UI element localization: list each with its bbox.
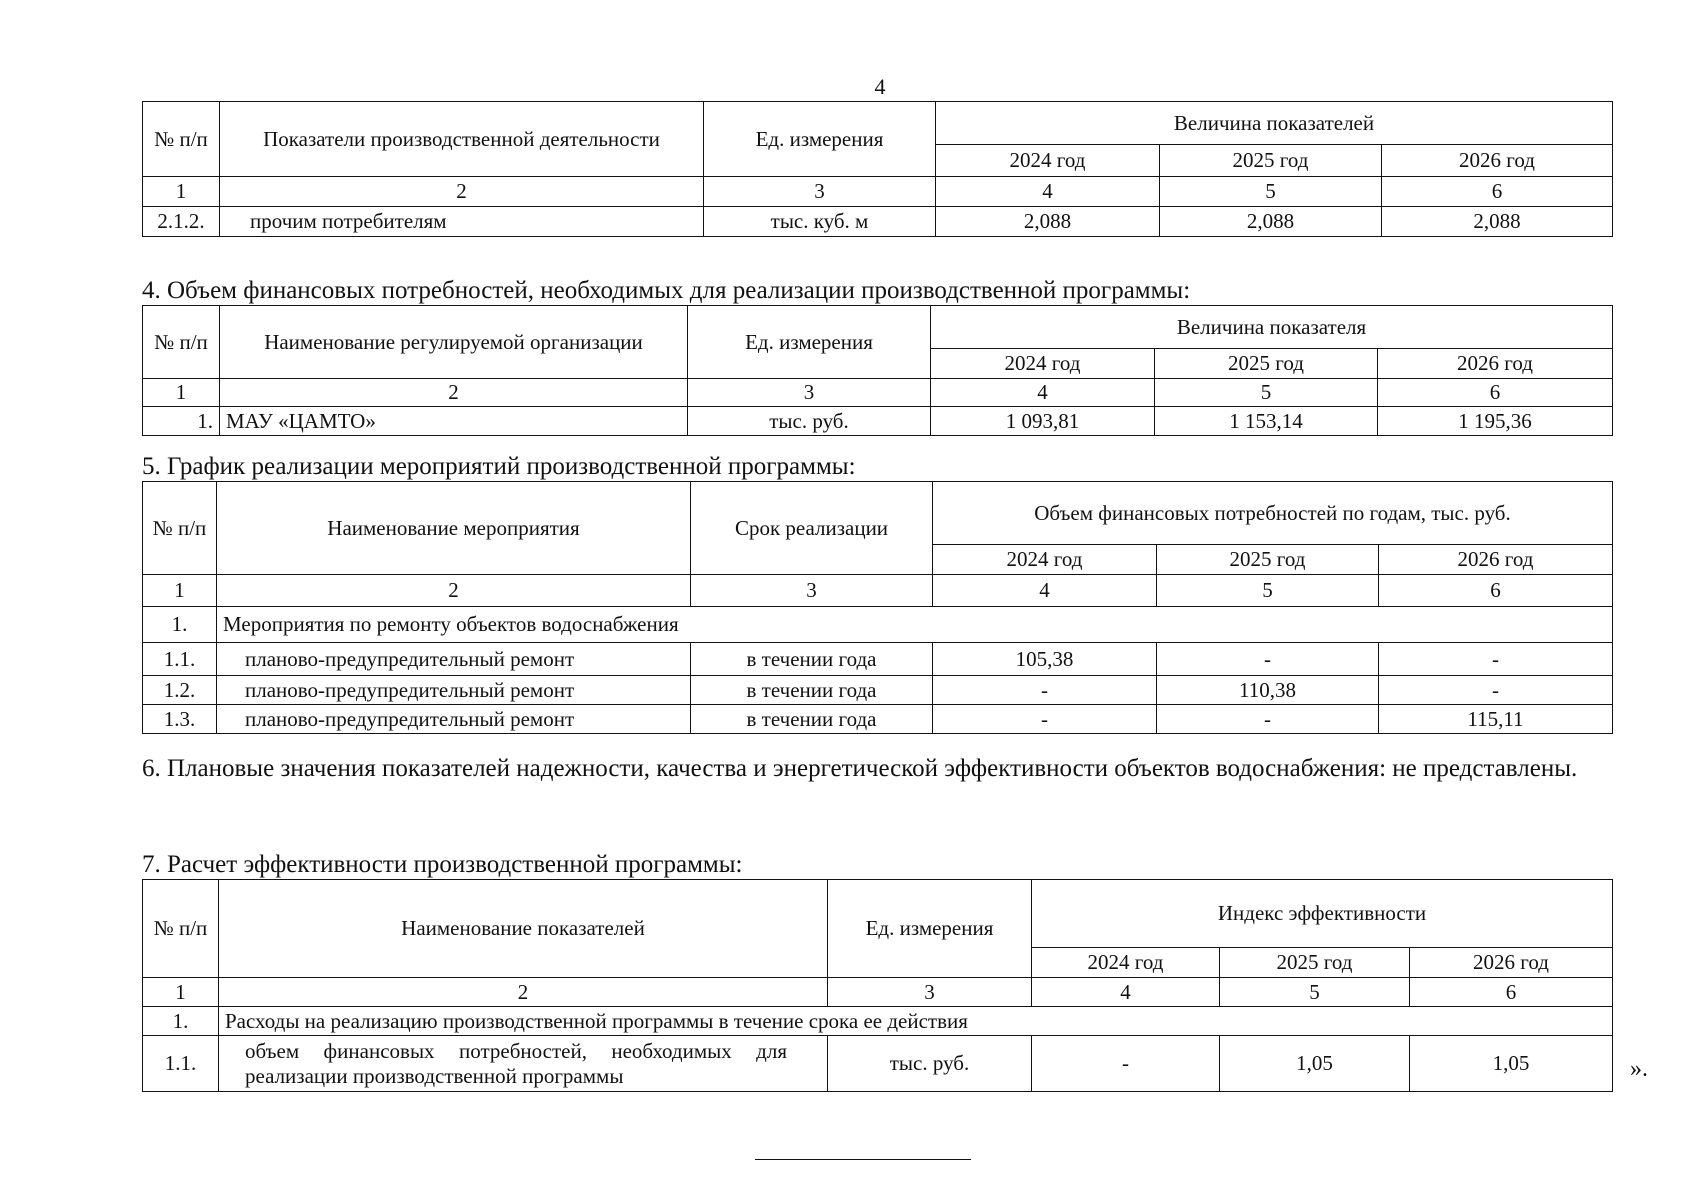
header-num: № п/п [143, 880, 219, 978]
row-value-2025: 110,38 [1157, 676, 1379, 705]
colnum-cell: 2 [219, 978, 828, 1007]
section-5-title: 5. График реализации мероприятий производственной программы: [142, 453, 856, 480]
group-row [143, 607, 1613, 643]
header-year-2026: 2026 год [1410, 948, 1613, 978]
row-value-2026: - [1379, 676, 1613, 705]
row-term: в течении года [691, 705, 933, 734]
colnum-cell: 6 [1379, 575, 1613, 607]
production-indicators-table [142, 101, 1613, 237]
colnum-cell: 6 [1378, 379, 1613, 407]
colnum-cell: 3 [688, 379, 931, 407]
row-value-2025: - [1157, 705, 1379, 734]
column-number-row [143, 379, 1613, 407]
group-name: Мероприятия по ремонту объектов водоснабжения [217, 607, 1613, 643]
header-year-2024: 2024 год [933, 545, 1157, 575]
row-num: 1.1. [143, 1036, 219, 1092]
header-finance-group: Объем финансовых потребностей по годам, тыс. руб. [933, 482, 1613, 545]
colnum-cell: 1 [143, 978, 219, 1007]
colnum-cell: 3 [704, 177, 936, 207]
header-unit: Ед. измерения [704, 102, 936, 177]
table-row [143, 643, 1613, 676]
colnum-cell: 4 [936, 177, 1160, 207]
group-num: 1. [143, 607, 217, 643]
row-activity: планово-предупредительный ремонт [217, 676, 691, 705]
row-activity: планово-предупредительный ремонт [217, 643, 691, 676]
colnum-cell: 1 [143, 379, 220, 407]
header-num: № п/п [143, 306, 220, 379]
efficiency-table [142, 879, 1613, 1092]
row-value-2025: 2,088 [1160, 207, 1382, 237]
colnum-cell: 3 [691, 575, 933, 607]
header-year-2025: 2025 год [1160, 145, 1382, 177]
row-value-2026: 115,11 [1379, 705, 1613, 734]
colnum-cell: 5 [1160, 177, 1382, 207]
footer-rule [755, 1159, 971, 1160]
colnum-cell: 6 [1382, 177, 1613, 207]
row-unit: тыс. руб. [688, 407, 931, 436]
header-year-2025: 2025 год [1157, 545, 1379, 575]
row-num: 1. [143, 407, 220, 436]
table-row [143, 407, 1613, 436]
group-name: Расходы на реализацию производственной программы в течение срока ее действия [219, 1007, 1613, 1036]
table-row [143, 676, 1613, 705]
header-activity: Наименование мероприятия [217, 482, 691, 575]
row-activity: планово-предупредительный ремонт [217, 705, 691, 734]
row-unit: тыс. куб. м [704, 207, 936, 237]
header-efficiency-group: Индекс эффективности [1032, 880, 1613, 948]
colnum-cell: 4 [933, 575, 1157, 607]
header-unit: Ед. измерения [688, 306, 931, 379]
colnum-cell: 6 [1410, 978, 1613, 1007]
header-year-2026: 2026 год [1379, 545, 1613, 575]
header-year-2024: 2024 год [936, 145, 1160, 177]
colnum-cell: 5 [1157, 575, 1379, 607]
section-6-text: 6. Плановые значения показателей надежности, качества и энергетической эффективности объектов водоснабжения: не представлены. [142, 755, 1578, 782]
colnum-cell: 2 [220, 379, 688, 407]
row-value-2026: 1 195,36 [1378, 407, 1613, 436]
row-indicator: объем финансовых потребностей, необходимых для реализации производственной программы [219, 1036, 828, 1092]
row-value-2025: - [1157, 643, 1379, 676]
header-year-2024: 2024 год [931, 349, 1155, 379]
colnum-cell: 4 [1032, 978, 1220, 1007]
row-value-2024: 2,088 [936, 207, 1160, 237]
header-value-group: Величина показателя [931, 306, 1613, 349]
header-year-2025: 2025 год [1220, 948, 1410, 978]
financial-needs-table [142, 305, 1613, 436]
column-number-row [143, 575, 1613, 607]
closing-quote-mark: ». [1630, 1056, 1648, 1082]
row-value-2024: 105,38 [933, 643, 1157, 676]
header-indicator: Наименование показателей [219, 880, 828, 978]
row-num: 1.1. [143, 643, 217, 676]
row-organization: МАУ «ЦАМТО» [220, 407, 688, 436]
section-4-title: 4. Объем финансовых потребностей, необходимых для реализации производственной программы: [142, 277, 1191, 304]
header-year-2024: 2024 год [1032, 948, 1220, 978]
table-row [143, 207, 1613, 237]
row-unit: тыс. руб. [828, 1036, 1032, 1092]
schedule-table [142, 481, 1613, 734]
colnum-cell: 5 [1155, 379, 1378, 407]
header-term: Срок реализации [691, 482, 933, 575]
row-name: прочим потребителям [220, 207, 704, 237]
group-row [143, 1007, 1613, 1036]
row-term: в течении года [691, 643, 933, 676]
row-value-2026: 1,05 [1410, 1036, 1613, 1092]
colnum-cell: 1 [143, 575, 217, 607]
colnum-cell: 5 [1220, 978, 1410, 1007]
row-value-2026: 2,088 [1382, 207, 1613, 237]
colnum-cell: 1 [143, 177, 220, 207]
colnum-cell: 4 [931, 379, 1155, 407]
row-value-2024: - [933, 705, 1157, 734]
table-row [143, 1036, 1613, 1092]
header-num: № п/п [143, 102, 220, 177]
section-7-title: 7. Расчет эффективности производственной программы: [142, 851, 743, 878]
header-organization: Наименование регулируемой организации [220, 306, 688, 379]
row-value-2026: - [1379, 643, 1613, 676]
header-year-2026: 2026 год [1378, 349, 1613, 379]
column-number-row [143, 978, 1613, 1007]
row-term: в течении года [691, 676, 933, 705]
row-num: 1.3. [143, 705, 217, 734]
row-num: 2.1.2. [143, 207, 220, 237]
row-num: 1.2. [143, 676, 217, 705]
group-num: 1. [143, 1007, 219, 1036]
row-value-2025: 1,05 [1220, 1036, 1410, 1092]
row-value-2024: 1 093,81 [931, 407, 1155, 436]
row-value-2025: 1 153,14 [1155, 407, 1378, 436]
colnum-cell: 3 [828, 978, 1032, 1007]
header-unit: Ед. измерения [828, 880, 1032, 978]
table-row [143, 705, 1613, 734]
column-number-row [143, 177, 1613, 207]
page-number: 4 [874, 74, 886, 99]
header-year-2026: 2026 год [1382, 145, 1613, 177]
header-year-2025: 2025 год [1155, 349, 1378, 379]
colnum-cell: 2 [220, 177, 704, 207]
header-num: № п/п [143, 482, 217, 575]
row-value-2024: - [1032, 1036, 1220, 1092]
header-values-group: Величина показателей [936, 102, 1613, 145]
header-indicator: Показатели производственной деятельности [220, 102, 704, 177]
colnum-cell: 2 [217, 575, 691, 607]
row-value-2024: - [933, 676, 1157, 705]
